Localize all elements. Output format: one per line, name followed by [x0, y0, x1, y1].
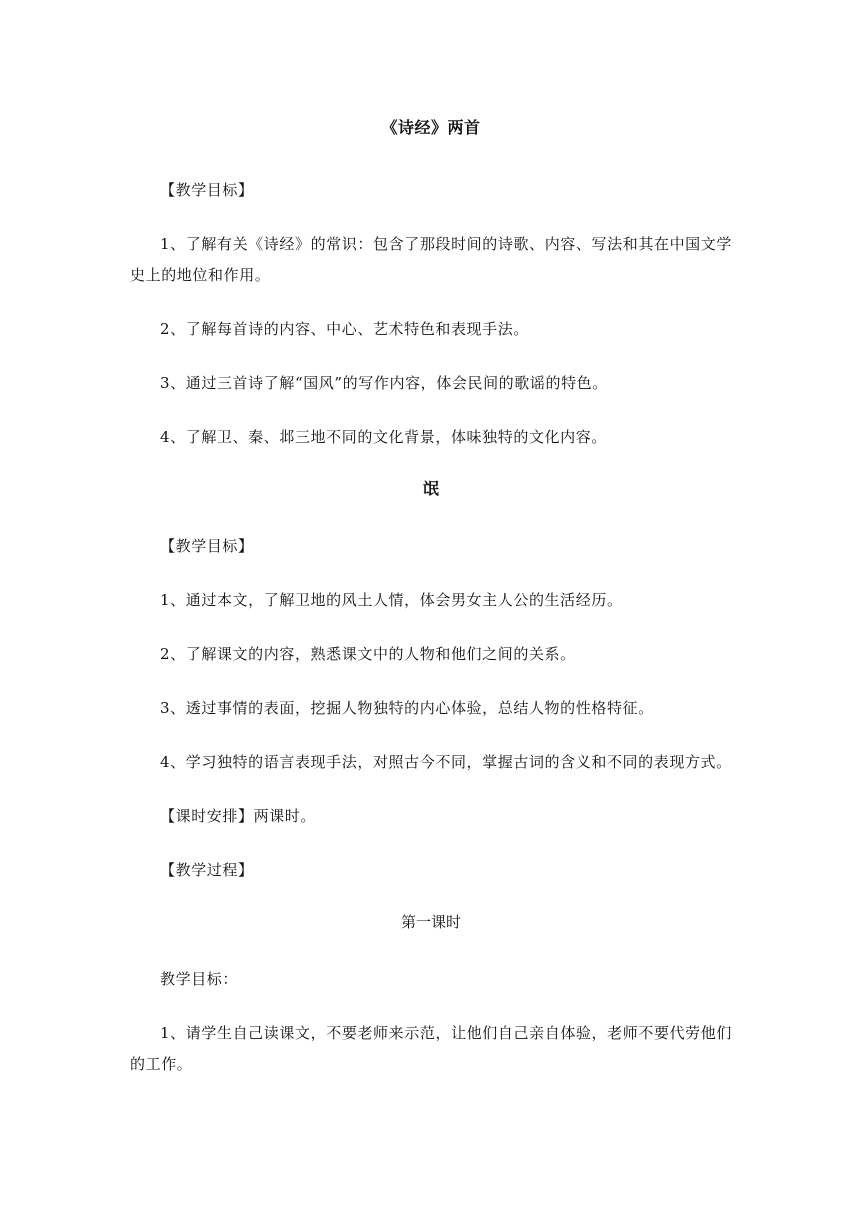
- goal-item-4: 4、了解卫、秦、邶三地不同的文化背景，体味独特的文化内容。: [160, 428, 607, 446]
- mang-goal-item-1: 1、通过本文，了解卫地的风土人情，体会男女主人公的生活经历。: [160, 591, 623, 609]
- lesson-1-title: 第一课时: [400, 913, 461, 931]
- section-title-mang: 氓: [422, 479, 439, 498]
- mang-goal-item-4: 4、学习独特的语言表现手法，对照古今不同，掌握古词的含义和不同的表现方式。: [160, 753, 732, 771]
- goal-item-3: 3、通过三首诗了解“国风”的写作内容，体会民间的歌谣的特色。: [160, 374, 608, 392]
- goal-item-2: 2、了解每首诗的内容、中心、艺术特色和表现手法。: [160, 320, 529, 338]
- process-heading: 【教学过程】: [160, 861, 254, 879]
- lesson-1-item-1: 1、请学生自己读课文，不要老师来示范，让他们自己亲自体验，老师不要代劳他们的工作。: [130, 1024, 732, 1073]
- goal-item-1: 1、了解有关《诗经》的常识：包含了那段时间的诗歌、内容、写法和其在中国文学史上的地位和作用。: [130, 235, 732, 284]
- teaching-goals-heading: 【教学目标】: [160, 181, 254, 199]
- mang-goal-item-3: 3、透过事情的表面，挖掘人物独特的内心体验，总结人物的性格特征。: [160, 699, 654, 717]
- schedule-line: 【课时安排】两课时。: [160, 807, 317, 825]
- document-title: 《诗经》两首: [381, 118, 481, 137]
- mang-goal-item-2: 2、了解课文的内容，熟悉课文中的人物和他们之间的关系。: [160, 645, 576, 663]
- mang-goals-heading: 【教学目标】: [160, 537, 254, 555]
- lesson-1-goal-label: 教学目标：: [160, 970, 239, 988]
